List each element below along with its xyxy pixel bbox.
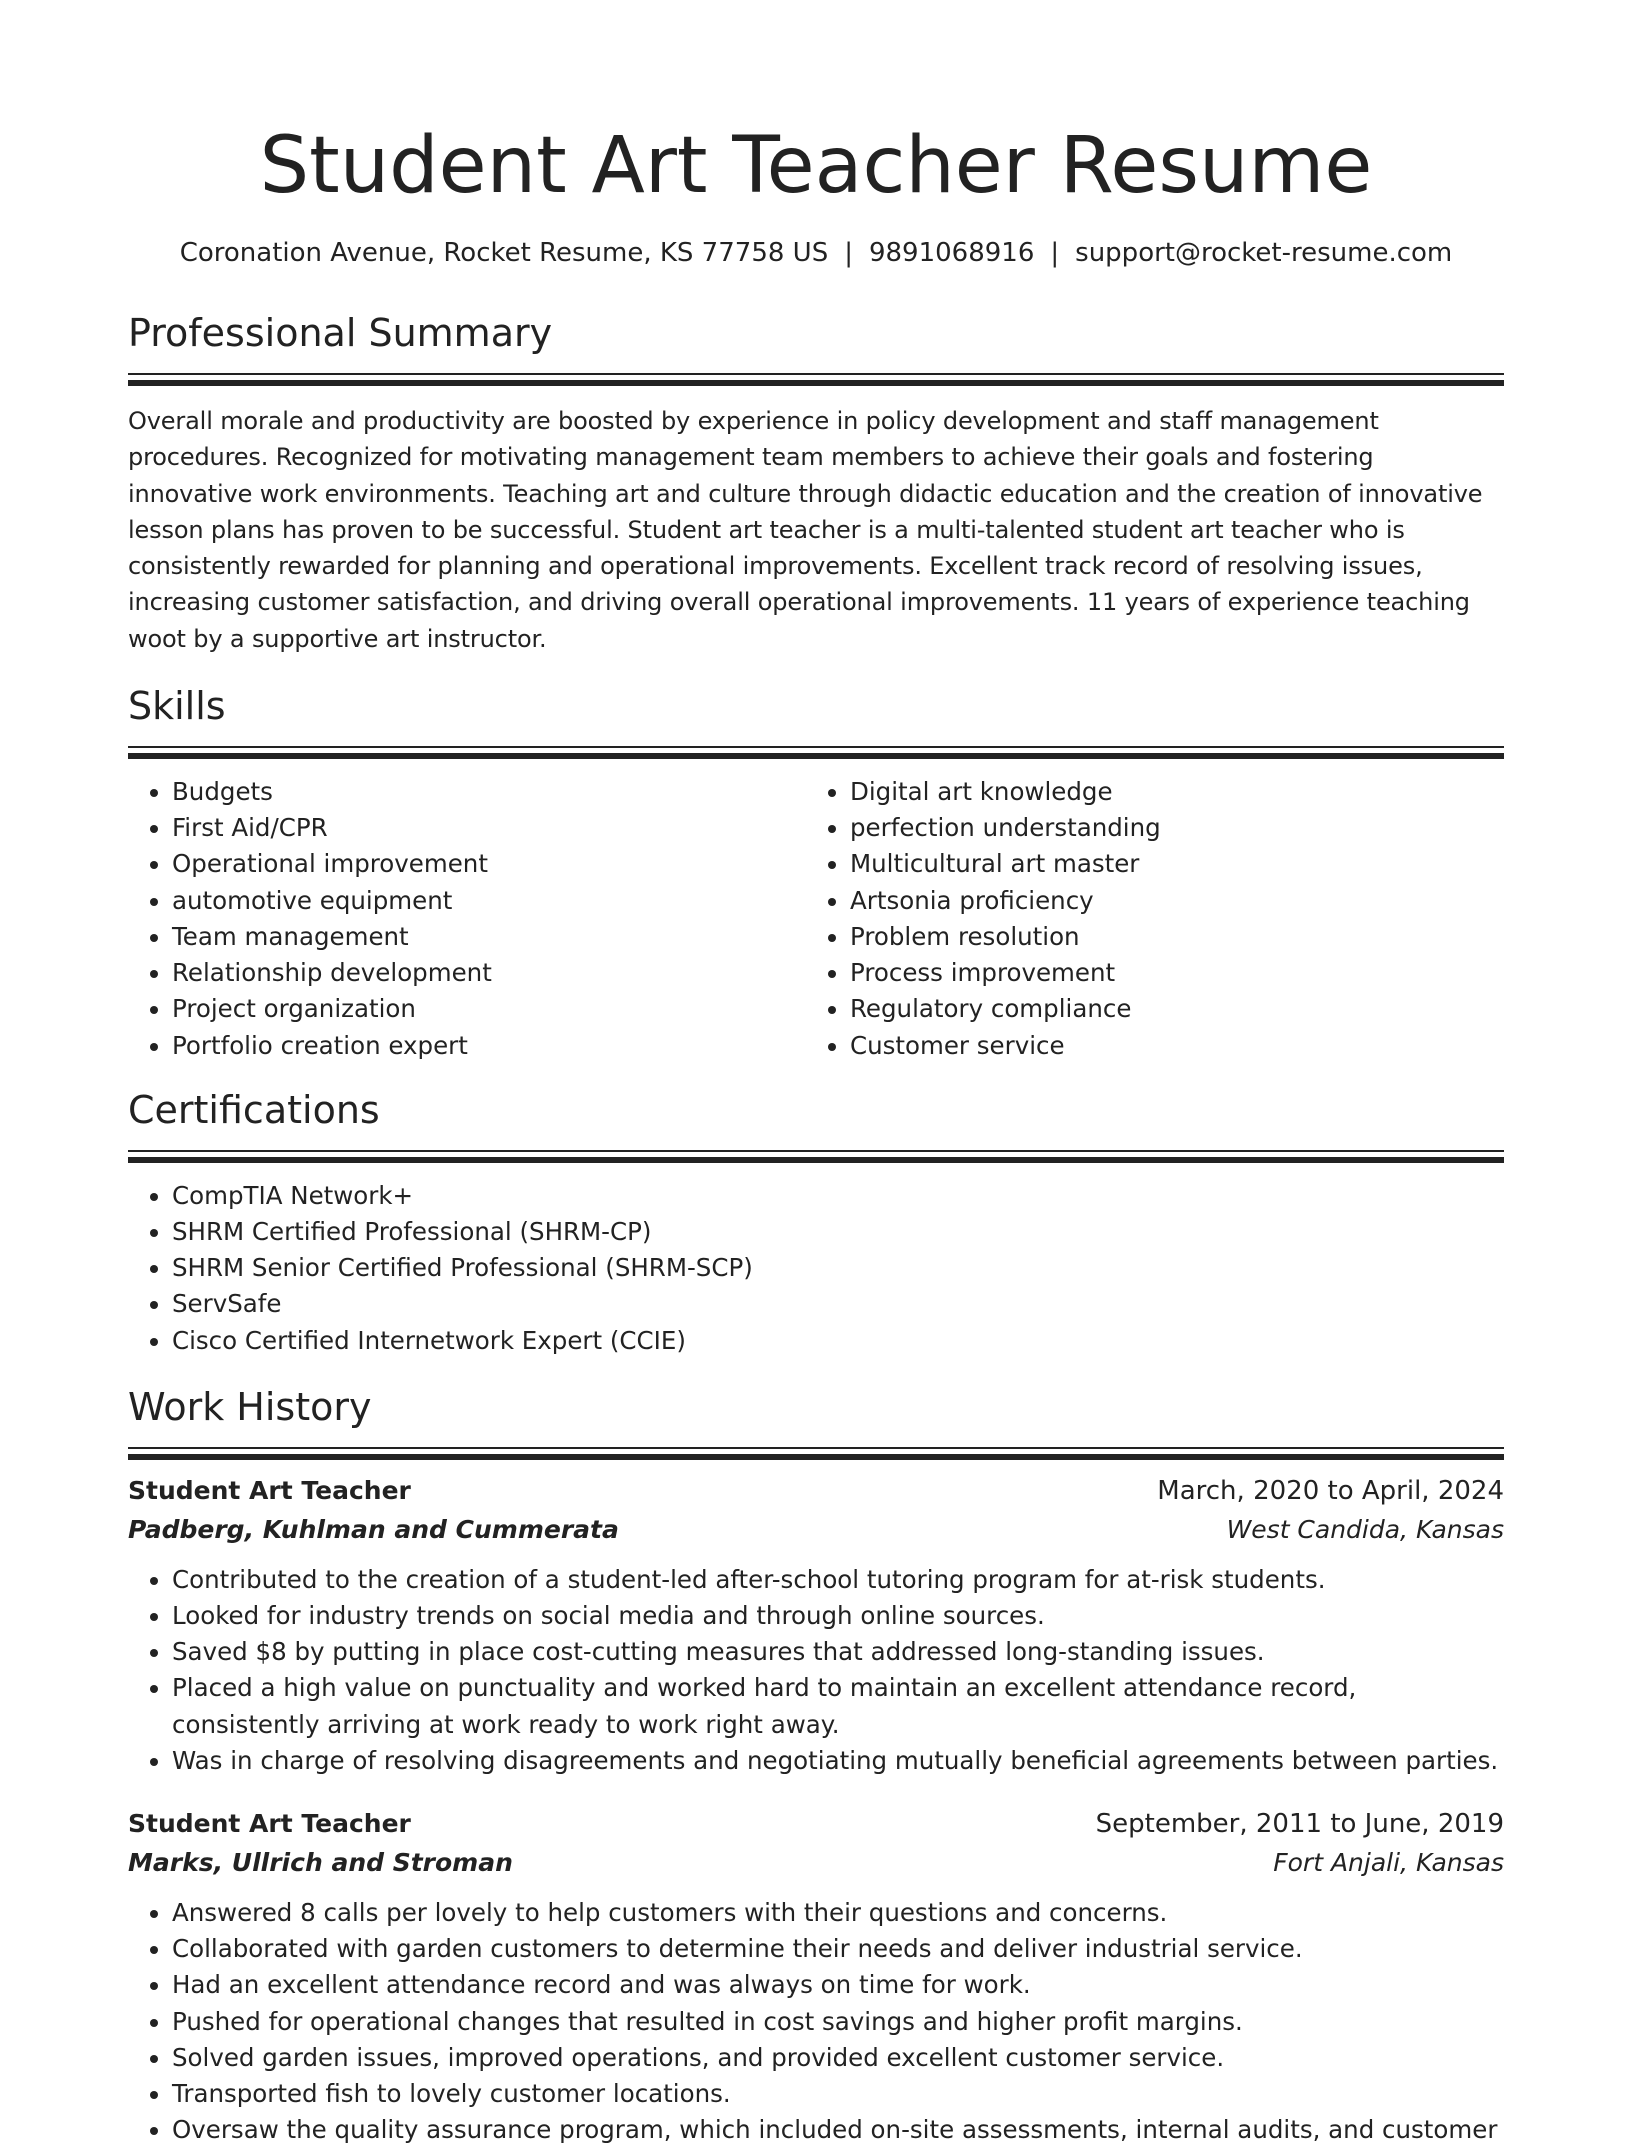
job-bullets: [128, 1562, 1504, 1779]
skills-columns: [128, 774, 1504, 1064]
skill-item: • Project organization: [172, 991, 806, 1027]
skills-column-left: [128, 774, 806, 1064]
certification-item: • CompTIA Network+: [172, 1178, 1504, 1214]
job-bullet: • Pushed for operational changes that resulted in cost savings and higher profit margins.: [172, 2004, 1504, 2040]
skill-item: • Customer service: [850, 1028, 1484, 1064]
job-bullet: • Contributed to the creation of a student-led after-school tutoring program for at-risk students.: [172, 1562, 1504, 1598]
section-heading-summary: Professional Summary: [128, 311, 553, 355]
section-heading-certifications: Certifications: [128, 1087, 380, 1132]
job-dates: September, 2011 to June, 2019: [1095, 1808, 1504, 1839]
work-history-section: [128, 1383, 1504, 2148]
job-bullet: • Placed a high value on punctuality and worked hard to maintain an excellent attendance record, consistently arriving at work ready to work right away.: [172, 1670, 1504, 1742]
job-company: Marks, Ullrich and Stroman: [128, 1847, 513, 1877]
contact-address: Coronation Avenue, Rocket Resume, KS 77758 US: [179, 238, 829, 268]
job-bullet: • Oversaw the quality assurance program, which included on-site assessments, internal audits, and customer: [172, 2112, 1504, 2148]
contact-email: support@rocket-resume.com: [1075, 238, 1453, 268]
skill-item: • Team management: [172, 919, 806, 955]
certification-item: • SHRM Senior Certified Professional (SHRM-SCP): [172, 1250, 1504, 1286]
job-entry: [128, 1472, 1504, 1779]
section-divider: [128, 373, 1504, 386]
job-title: Student Art Teacher: [128, 1808, 411, 1838]
summary-section: [128, 309, 1504, 657]
section-divider: [128, 1447, 1504, 1460]
skill-item: • automotive equipment: [172, 883, 806, 919]
section-heading-skills: Skills: [128, 684, 226, 729]
skill-item: • Artsonia proficiency: [850, 883, 1484, 919]
contact-separator: |: [1050, 238, 1060, 268]
skills-column-right: [806, 774, 1484, 1064]
certifications-section: [128, 1086, 1504, 1359]
skill-item: • Budgets: [172, 774, 806, 810]
certifications-list: [128, 1178, 1504, 1359]
section-divider: [128, 746, 1504, 759]
job-bullet: • Answered 8 calls per lovely to help customers with their questions and concerns.: [172, 1895, 1504, 1931]
job-bullet: • Looked for industry trends on social media and through online sources.: [172, 1598, 1504, 1634]
contact-phone: 9891068916: [868, 238, 1035, 268]
job-location: Fort Anjali, Kansas: [1273, 1847, 1504, 1877]
job-company: Padberg, Kuhlman and Cummerata: [128, 1514, 619, 1544]
resume-title: Student Art Teacher Resume: [259, 121, 1373, 211]
job-dates: March, 2020 to April, 2024: [1157, 1475, 1504, 1506]
job-bullet: • Solved garden issues, improved operations, and provided excellent customer service.: [172, 2040, 1504, 2076]
job-bullet: • Collaborated with garden customers to determine their needs and deliver industrial service.: [172, 1931, 1504, 1967]
skill-item: • Operational improvement: [172, 846, 806, 882]
job-title: Student Art Teacher: [128, 1475, 411, 1505]
skill-item: • Process improvement: [850, 955, 1484, 991]
job-bullet: • Was in charge of resolving disagreements and negotiating mutually beneficial agreements between parties.: [172, 1743, 1504, 1779]
section-heading-work-history: Work History: [128, 1384, 372, 1429]
certification-item: • ServSafe: [172, 1286, 1504, 1322]
job-entry: [128, 1805, 1504, 2148]
resume-page: [128, 0, 1504, 2148]
skill-item: • Multicultural art master: [850, 846, 1484, 882]
skill-item: • Portfolio creation expert: [172, 1028, 806, 1064]
section-divider: [128, 1150, 1504, 1163]
job-bullet: • Transported fish to lovely customer locations.: [172, 2076, 1504, 2112]
job-location: West Candida, Kansas: [1226, 1514, 1504, 1544]
contact-line: [128, 236, 1504, 270]
skill-item: • First Aid/CPR: [172, 810, 806, 846]
skill-item: • Digital art knowledge: [850, 774, 1484, 810]
certification-item: • Cisco Certified Internetwork Expert (CCIE): [172, 1323, 1504, 1359]
contact-separator: |: [844, 238, 853, 268]
certification-item: • SHRM Certified Professional (SHRM-CP): [172, 1214, 1504, 1250]
summary-text: Overall morale and productivity are boosted by experience in policy development and staff management procedures. Recognized for motivating management team members to achieve their goals and fostering innovative work environments. Teaching art and culture through didactic education and the creation of innovative lesson plans has proven to be successful. Student art teacher is a multi-talented student art teacher who is consistently rewarded for planning and operational improvements. Excellent track record of resolving issues, increasing customer satisfaction, and driving overall operational improvements. 11 years of experience teaching woot by a supportive art instructor.: [128, 407, 1483, 653]
skill-item: • perfection understanding: [850, 810, 1484, 846]
skill-item: • Regulatory compliance: [850, 991, 1484, 1027]
skills-section: [128, 682, 1504, 1064]
job-bullet: • Had an excellent attendance record and was always on time for work.: [172, 1967, 1504, 2003]
job-bullet: • Saved $8 by putting in place cost-cutting measures that addressed long-standing issues.: [172, 1634, 1504, 1670]
skill-item: • Relationship development: [172, 955, 806, 991]
job-bullets: [128, 1895, 1504, 2148]
skill-item: • Problem resolution: [850, 919, 1484, 955]
